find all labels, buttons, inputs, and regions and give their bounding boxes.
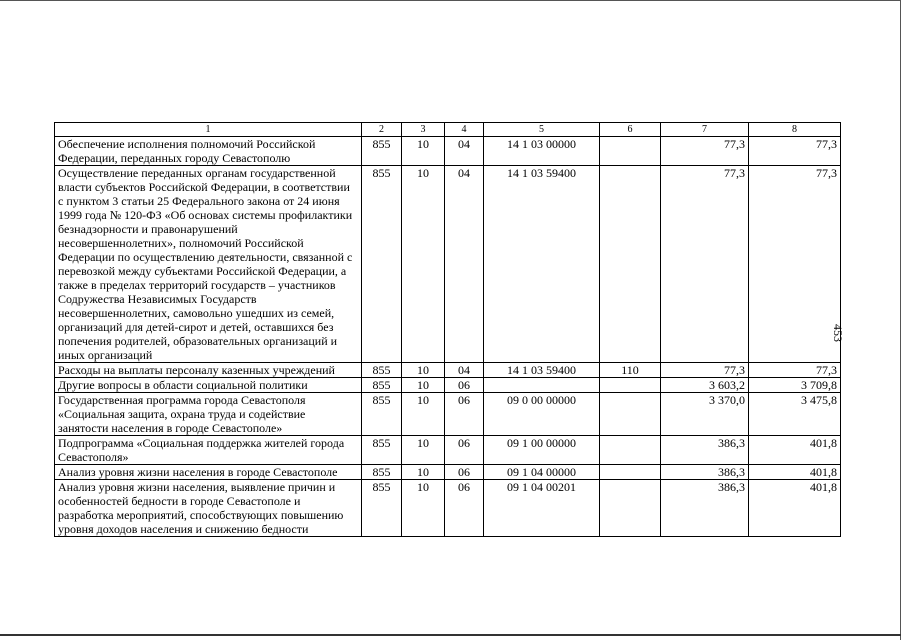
amount-year-2: 3 475,8 [749,393,841,436]
header-row [55,123,841,137]
section-code: 10 [402,465,445,480]
budget-table [54,122,841,537]
table-row [55,465,841,480]
column-header: 7 [661,123,749,137]
target-article-code: 14 1 03 00000 [484,137,600,166]
amount-year-2: 401,8 [749,436,841,465]
amount-year-1: 386,3 [661,436,749,465]
row-name: Расходы на выплаты персоналу казенных учреждений [55,363,362,378]
target-article-code: 14 1 03 59400 [484,363,600,378]
expense-type-code [600,166,661,363]
amount-year-1: 77,3 [661,166,749,363]
row-name: Обеспечение исполнения полномочий Российской Федерации, переданных городу Севастополю [55,137,362,166]
subsection-code: 04 [445,137,484,166]
amount-year-1: 3 603,2 [661,378,749,393]
page-number: 453 [831,324,845,342]
amount-year-2: 401,8 [749,465,841,480]
target-article-code: 09 1 00 00000 [484,436,600,465]
column-header: 2 [362,123,402,137]
column-header: 1 [55,123,362,137]
amount-year-1: 386,3 [661,480,749,537]
target-article-code: 09 1 04 00201 [484,480,600,537]
subsection-code: 06 [445,378,484,393]
ved-code: 855 [362,137,402,166]
table-row [55,393,841,436]
expense-type-code [600,480,661,537]
table-row [55,166,841,363]
row-name: Подпрограмма «Социальная поддержка жителей города Севастополя» [55,436,362,465]
subsection-code: 06 [445,465,484,480]
table-row [55,378,841,393]
ved-code: 855 [362,166,402,363]
ved-code: 855 [362,480,402,537]
section-code: 10 [402,436,445,465]
column-header: 4 [445,123,484,137]
subsection-code: 06 [445,436,484,465]
table-row [55,480,841,537]
expense-type-code [600,393,661,436]
row-name: Государственная программа города Севастополя «Социальная защита, охрана труда и содействие занятости населения в городе Севастополе» [55,393,362,436]
expense-type-code [600,378,661,393]
target-article-code: 09 1 04 00000 [484,465,600,480]
section-code: 10 [402,137,445,166]
row-name: Анализ уровня жизни населения, выявление причин и особенностей бедности в городе Севастополе и разработка мероприятий, способствующих повышению уровня доходов населения и снижению бедности [55,480,362,537]
row-name: Осуществление переданных органам государственной власти субъектов Российской Федерации, в соответствии с пунктом 3 статьи 25 Федерального закона от 24 июня 1999 года № 120-ФЗ «Об основах системы профилактики безнадзорности и правонарушений несовершеннолетних», полномочий Российской Федерации по осуществлению деятельности, связанной с перевозкой между субъектами Российской Федерации, а также в пределах территорий государств – участников Содружества Независимых Государств несовершеннолетних, самовольно ушедших из семей, организаций для детей-сирот и детей, оставшихся без попечения родителей, образовательных организаций и иных организаций [55,166,362,363]
expense-type-code [600,465,661,480]
amount-year-2: 77,3 [749,137,841,166]
section-code: 10 [402,166,445,363]
subsection-code: 06 [445,480,484,537]
amount-year-2: 77,3 [749,363,841,378]
section-code: 10 [402,378,445,393]
target-article-code: 09 0 00 00000 [484,393,600,436]
subsection-code: 04 [445,363,484,378]
row-name: Другие вопросы в области социальной политики [55,378,362,393]
row-name: Анализ уровня жизни населения в городе Севастополе [55,465,362,480]
expense-type-code [600,137,661,166]
subsection-code: 06 [445,393,484,436]
expense-type-code [600,436,661,465]
ved-code: 855 [362,378,402,393]
column-header: 5 [484,123,600,137]
amount-year-1: 386,3 [661,465,749,480]
ved-code: 855 [362,363,402,378]
amount-year-1: 77,3 [661,137,749,166]
column-header: 8 [749,123,841,137]
amount-year-2: 401,8 [749,480,841,537]
section-code: 10 [402,480,445,537]
column-header: 6 [600,123,661,137]
amount-year-1: 77,3 [661,363,749,378]
column-header: 3 [402,123,445,137]
ved-code: 855 [362,393,402,436]
amount-year-1: 3 370,0 [661,393,749,436]
ved-code: 855 [362,436,402,465]
table-row [55,436,841,465]
table-row [55,363,841,378]
subsection-code: 04 [445,166,484,363]
section-code: 10 [402,393,445,436]
ved-code: 855 [362,465,402,480]
amount-year-2: 3 709,8 [749,378,841,393]
target-article-code [484,378,600,393]
expense-type-code: 110 [600,363,661,378]
table-row [55,137,841,166]
target-article-code: 14 1 03 59400 [484,166,600,363]
bottom-rule [0,634,901,636]
amount-year-2: 77,3 [749,166,841,363]
section-code: 10 [402,363,445,378]
